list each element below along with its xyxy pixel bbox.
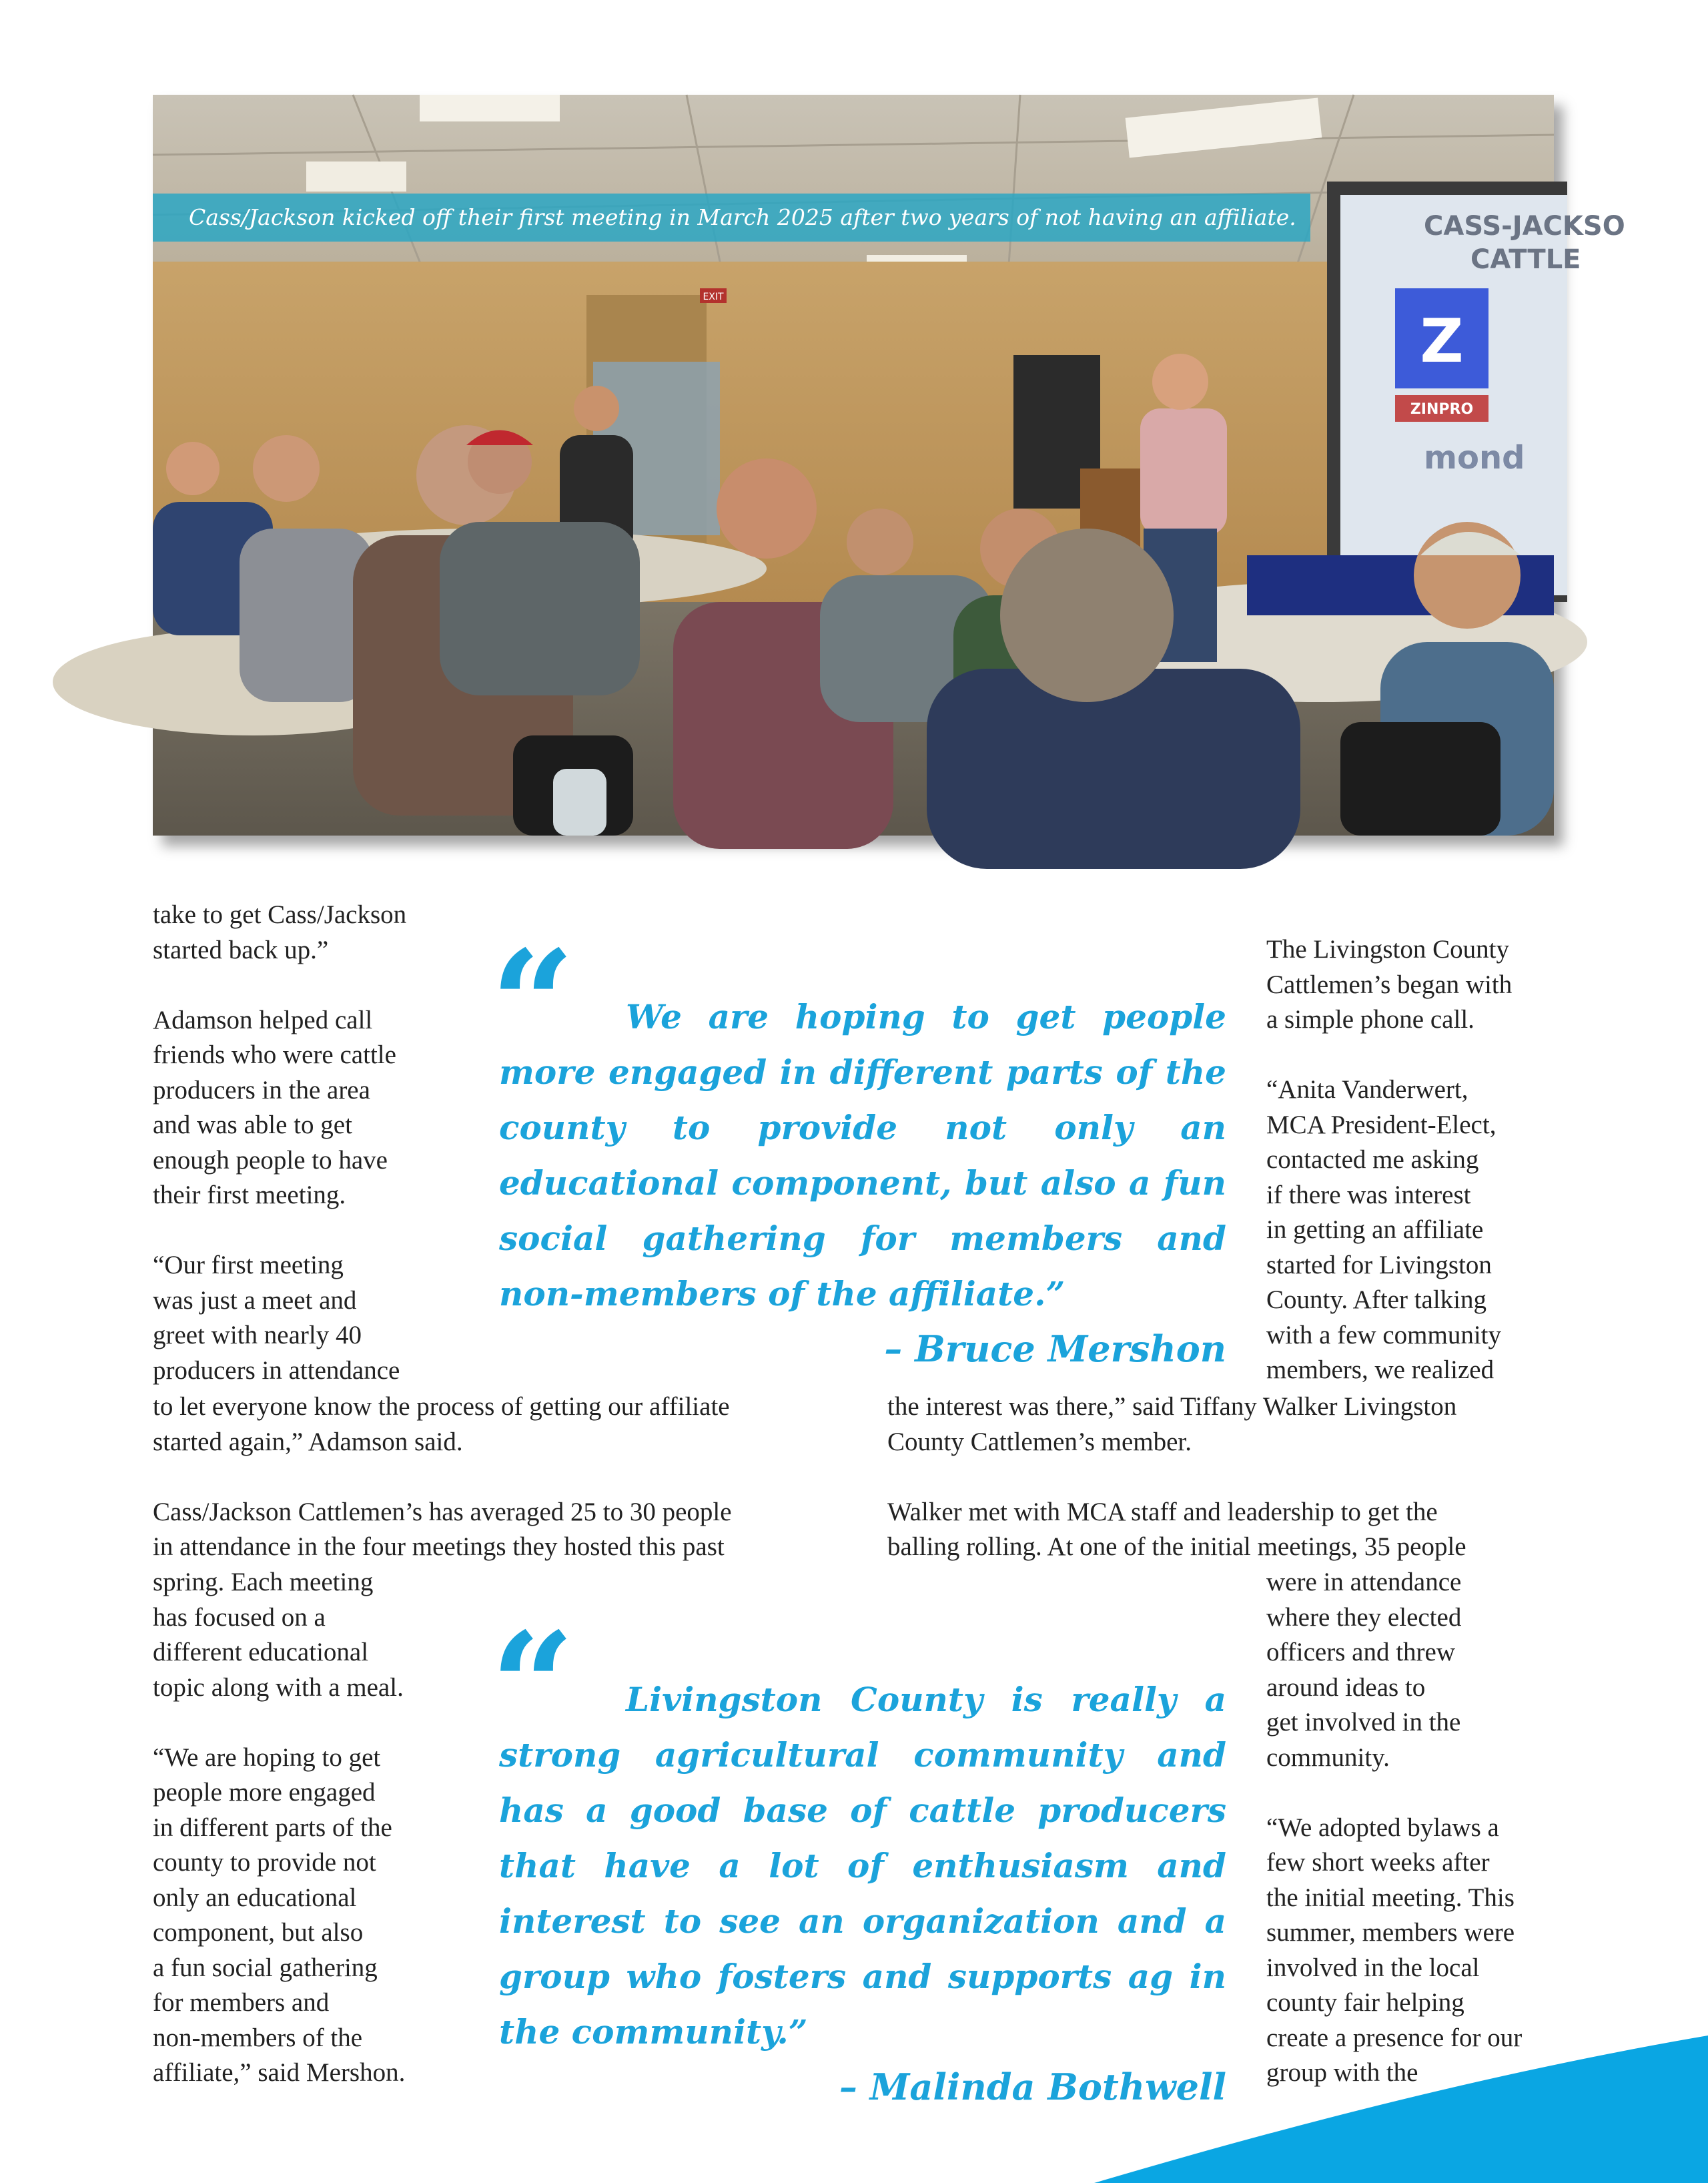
pull-quote-2-text: Livingston County is really a strong agricultural community and has a good base of cattle producers that have a lot of enthusiasm and interest to see an organization and a group who fosters and supports ag in the community.” (499, 1680, 1226, 2052)
quote-mark-1: “ (490, 918, 575, 1090)
column-left-full-text: to let everyone know the process of getting our affiliate started again,” Adamson said. Cass/Jackson Cattlemen’s has averaged 25 to 30 people in attendance in the four meetings they hosted this past (153, 1392, 732, 1561)
quote-mark-2: “ (490, 1600, 575, 1773)
slide-sponsor-text: mond (1424, 439, 1525, 477)
slide-title-text: CASS-JACKSO (1424, 211, 1625, 242)
exit-sign-text: EXIT (703, 292, 724, 302)
column-right-full-text: the interest was there,” said Tiffany Walker Livingston County Cattlemen’s member. Walker met with MCA staff and leadership to get the balling rolling. At one of the initial meetings, 35 people (887, 1392, 1466, 1561)
pull-quote-2-attribution: – Malinda Bothwell (839, 2066, 1226, 2108)
svg-text:Z: Z (1420, 306, 1464, 376)
slide-subtitle-text: CATTLE (1470, 244, 1581, 275)
photo-caption: Cass/Jackson kicked off their first meeting in March 2025 after two years of not having an affiliate. (189, 204, 1296, 230)
pull-quote-1-text: We are hoping to get people more engaged in different parts of the county to provide not only an educational component, but also a fun social gathering for members and non-members of the affiliate.” (499, 997, 1226, 1313)
slide-brand-text: ZINPRO (1410, 401, 1474, 418)
column-left-top-text: take to get Cass/Jackson started back up.” Adamson helped call friends who were cattle producers in the area and was able to get enough people to have their first meeting. “Our first meeting was just a meet and greet with nearly 40 producers in attendance (153, 900, 407, 1385)
pull-quote-1-attribution: – Bruce Mershon (884, 1327, 1226, 1370)
column-right-top-text: The Livingston County Cattlemen’s began with a simple phone call. “Anita Vanderwert, MCA President-Elect, contacted me asking if there was interest in getting an affiliate started for Livingston County. After talking with a few community members, we realized (1266, 935, 1513, 1384)
column-right-bottom-text: were in attendance where they elected officers and threw around ideas to get involved in the community. “We adopted bylaws a few short weeks after the initial meeting. This summer, members were involved in the local county fair helping create a presence for our group with the (1266, 1568, 1523, 2087)
column-left-bottom-text: spring. Each meeting has focused on a different educational topic along with a meal. “We are hoping to get people more engaged in different parts of the county to provide not only an educational component, but also a fun social gathering for members and non-members of the affiliate,” said Mershon. (153, 1568, 406, 2087)
